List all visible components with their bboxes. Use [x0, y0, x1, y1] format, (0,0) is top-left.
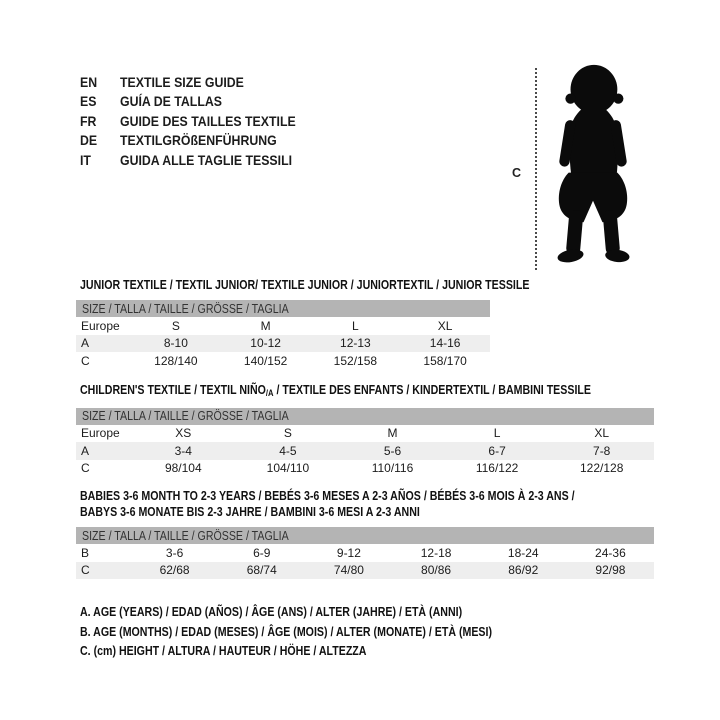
height-dotted-line	[535, 68, 537, 270]
size-header-bar	[76, 408, 654, 425]
table-cell: 4-5	[279, 443, 297, 458]
table-cell: 12-18	[420, 545, 452, 560]
language-label: TEXTILE SIZE GUIDE	[120, 73, 244, 90]
row-label: A	[81, 443, 90, 458]
table-cell: 12-13	[340, 336, 371, 351]
language-row	[80, 131, 320, 151]
table-row	[76, 352, 490, 370]
table-title	[76, 488, 654, 520]
language-label: GUIDA ALLE TAGLIE TESSILI	[120, 151, 293, 168]
footnote-text: A. AGE (YEARS) / EDAD (AÑOS) / ÂGE (ANS) / ALTER (JAHRE) / ETÀ (ANNI)	[80, 605, 463, 619]
table-cell: 6-7	[488, 443, 506, 458]
table-cell: 14-16	[429, 336, 461, 351]
row-label: B	[81, 545, 90, 560]
table-cell: 104/110	[266, 461, 310, 476]
language-code: ES	[80, 93, 97, 110]
language-row	[80, 111, 320, 131]
size-table-children	[76, 382, 654, 478]
language-row	[80, 72, 320, 92]
tables-wrap	[76, 277, 654, 662]
table-title-line	[80, 277, 530, 293]
language-code: EN	[80, 73, 98, 90]
table-cell: M	[387, 426, 398, 441]
language-label: GUÍA DE TALLAS	[120, 93, 222, 110]
table-cell: L	[493, 426, 501, 441]
language-code: DE	[80, 132, 98, 149]
table-cell: 92/98	[595, 563, 626, 578]
figure-area	[500, 60, 660, 280]
size-header-bar	[76, 300, 490, 317]
table-cell: 122/128	[579, 461, 624, 476]
row-label: C	[81, 563, 90, 578]
table-row	[76, 460, 654, 478]
table-row	[76, 335, 490, 353]
table-cell: 62/68	[159, 563, 190, 578]
table-row	[76, 442, 654, 460]
table-title	[76, 277, 530, 293]
table-title-line	[80, 504, 568, 520]
table-cell: 128/140	[154, 353, 198, 368]
table-cell: 3-6	[165, 545, 184, 560]
footnote-line	[80, 642, 654, 662]
table-cell: 98/104	[164, 461, 202, 476]
height-label-c: C	[512, 166, 522, 180]
row-label: A	[81, 336, 90, 351]
table-cell: XL	[437, 318, 453, 333]
table-row	[76, 562, 654, 580]
footnote-line	[80, 603, 654, 623]
language-row	[80, 92, 320, 112]
row-label: C	[81, 353, 90, 368]
toddler-silhouette-icon	[546, 64, 640, 270]
size-table-junior	[76, 277, 530, 370]
title-text: / TEXTILE DES ENFANTS / KINDERTEXTIL / BAMBINI TESSILE	[273, 382, 591, 397]
table-cell: 10-12	[250, 336, 281, 351]
table-cell: 80/86	[421, 563, 452, 578]
table-cell: L	[352, 318, 359, 333]
size-header-bar	[76, 527, 654, 544]
table-cell: 7-8	[593, 443, 611, 458]
size-header-text: SIZE / TALLA / TAILLE / GRÖSSE / TAGLIA	[82, 301, 289, 316]
table-cell: XS	[175, 426, 192, 441]
size-header-text: SIZE / TALLA / TAILLE / GRÖSSE / TAGLIA	[82, 528, 289, 543]
table-cell: 140/152	[243, 353, 288, 368]
table-cell: 5-6	[383, 443, 402, 458]
table-cell: XL	[594, 426, 610, 441]
title-text: CHILDREN'S TEXTILE / TEXTIL NIÑO	[80, 382, 266, 397]
row-label: Europe	[81, 318, 120, 333]
table-cell: 24-36	[595, 545, 626, 560]
table-cell: 158/170	[423, 353, 467, 368]
table-row	[76, 425, 654, 443]
table-body	[76, 317, 490, 370]
table-cell: M	[260, 318, 271, 333]
title-text: JUNIOR TEXTILE / TEXTIL JUNIOR/ TEXTILE JUNIOR / JUNIORTEXTIL / JUNIOR TESSILE	[80, 278, 530, 292]
language-label: GUIDE DES TAILLES TEXTILE	[120, 112, 296, 129]
title-text: BABYS 3-6 MONATE BIS 2-3 JAHRE / BAMBINI 3-6 MESI A 2-3 ANNI	[80, 505, 420, 519]
table-cell: 18-24	[507, 545, 539, 560]
table-body	[76, 425, 654, 478]
table-row	[76, 317, 490, 335]
language-list	[80, 72, 320, 170]
language-code: FR	[80, 112, 97, 129]
row-label: C	[81, 461, 90, 476]
footnotes	[76, 603, 654, 662]
size-table-babies	[76, 488, 654, 579]
language-label: TEXTILGRÖßENFÜHRUNG	[120, 132, 277, 149]
table-cell: 8-10	[163, 336, 188, 351]
table-cell: 116/122	[475, 461, 519, 476]
table-cell: 152/158	[333, 353, 378, 368]
table-title	[76, 382, 654, 401]
table-row	[76, 544, 654, 562]
table-cell: S	[171, 318, 180, 333]
table-title-line	[80, 488, 575, 504]
table-cell: 86/92	[508, 563, 539, 578]
table-cell: 9-12	[336, 545, 361, 560]
footnote-text: C. (cm) HEIGHT / ALTURA / HAUTEUR / HÖHE / ALTEZZA	[80, 644, 367, 658]
language-code: IT	[80, 151, 91, 168]
table-cell: 74/80	[333, 563, 364, 578]
table-cell: 110/116	[371, 461, 414, 476]
table-cell: S	[283, 426, 292, 441]
language-row	[80, 150, 320, 170]
title-subscript: /A	[265, 387, 274, 398]
title-text: BABIES 3-6 MONTH TO 2-3 YEARS / BEBÉS 3-6 MESES A 2-3 AÑOS / BÉBÉS 3-6 MOIS À 2-3 ANS /	[80, 489, 575, 503]
table-body	[76, 544, 654, 579]
footnote-line	[80, 623, 654, 643]
row-label: Europe	[81, 426, 120, 441]
footnote-text: B. AGE (MONTHS) / EDAD (MESES) / ÂGE (MOIS) / ALTER (MONATE) / ETÀ (MESI)	[80, 624, 493, 639]
table-cell: 68/74	[246, 563, 277, 578]
size-header-text: SIZE / TALLA / TAILLE / GRÖSSE / TAGLIA	[82, 409, 289, 423]
table-title-line	[80, 382, 591, 401]
table-cell: 6-9	[253, 545, 271, 560]
table-cell: 3-4	[174, 443, 192, 458]
